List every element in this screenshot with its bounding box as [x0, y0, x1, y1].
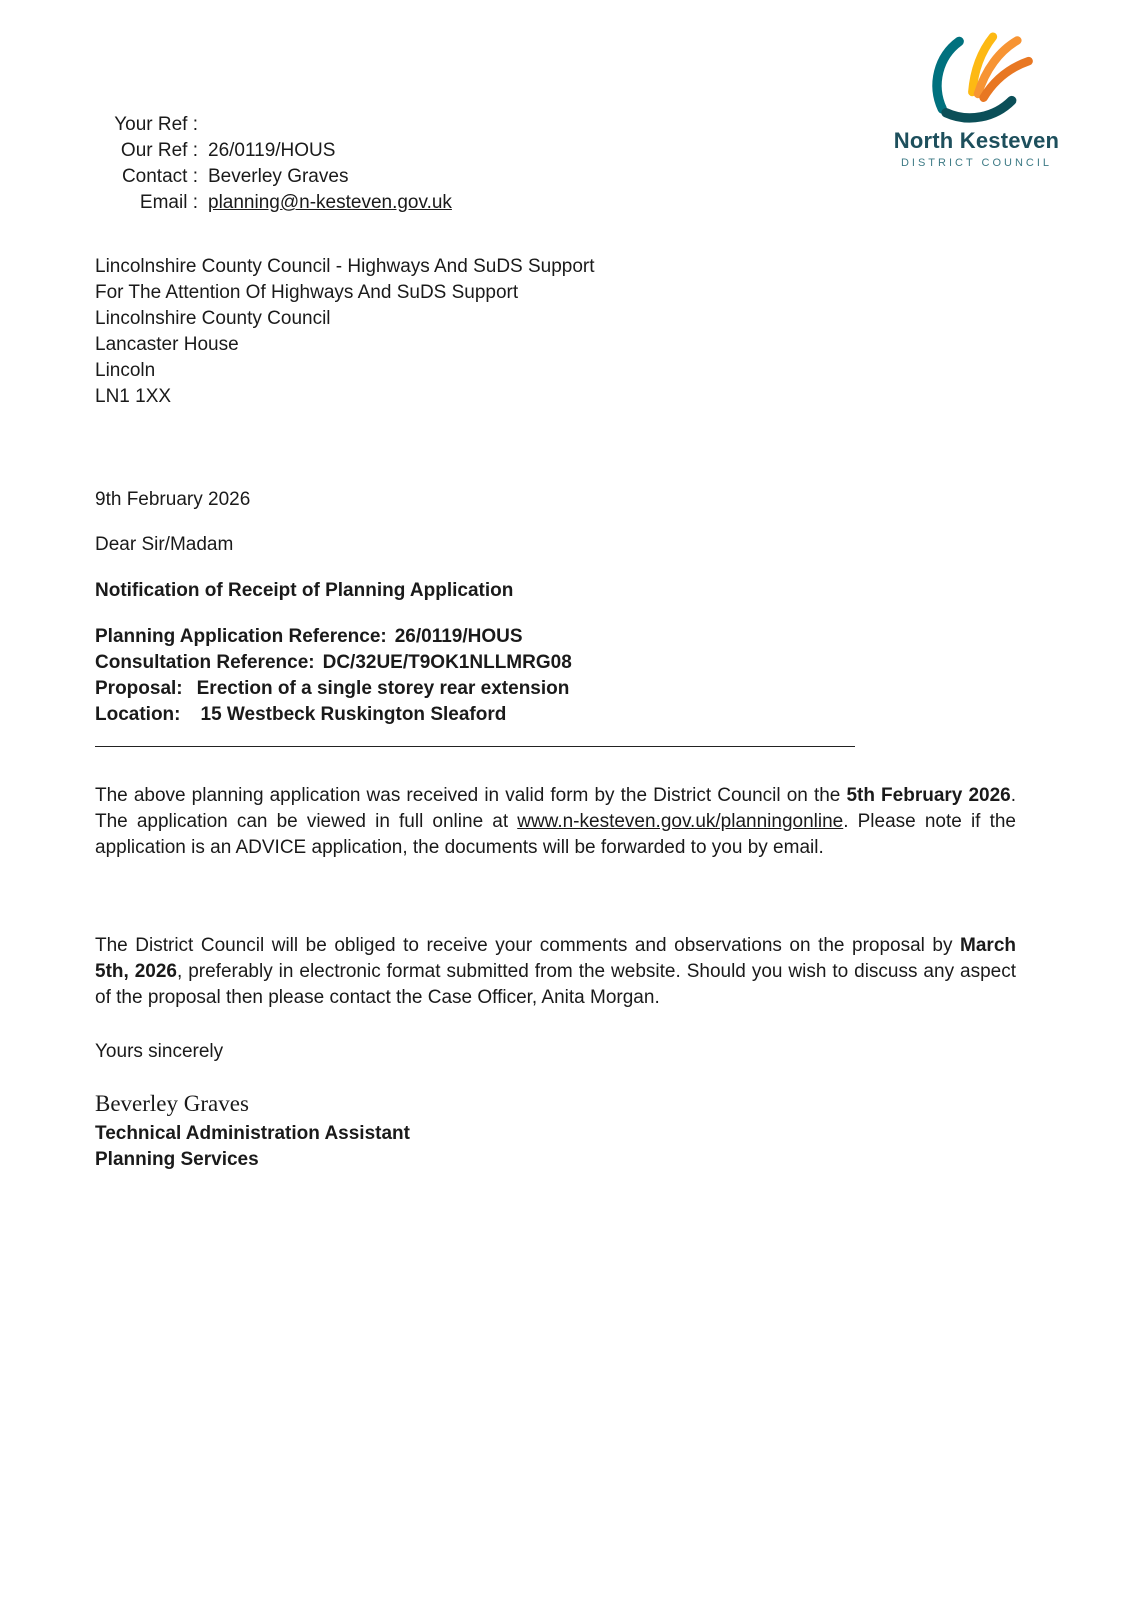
recipient-line: Lincolnshire County Council — [95, 308, 331, 329]
recipient-line: Lancaster House — [95, 334, 239, 355]
detail-label: Proposal: — [95, 678, 183, 699]
p1-date-bold: 5th February 2026 — [846, 785, 1011, 806]
reference-block — [95, 0, 615, 216]
our-ref-value: 26/0119/HOUS — [208, 140, 336, 161]
detail-label: Planning Application Reference: — [95, 626, 387, 647]
detail-row — [95, 650, 1016, 676]
salutation: Dear Sir/Madam — [95, 534, 234, 555]
detail-label: Consultation Reference: — [95, 652, 315, 673]
our-ref-label: Our Ref : — [120, 140, 198, 161]
subject-heading: Notification of Receipt of Planning Application — [95, 580, 514, 601]
section-divider — [95, 746, 855, 747]
logo-title: North Kesteven — [893, 128, 1060, 153]
signature-role: Technical Administration Assistant — [95, 1123, 410, 1144]
contact-label: Contact : — [121, 166, 198, 187]
contact-value: Beverley Graves — [208, 166, 349, 187]
detail-value: 15 Westbeck Ruskington Sleaford — [200, 704, 507, 725]
recipient-line: Lincoln — [95, 360, 156, 381]
closing: Yours sincerely — [95, 1041, 224, 1062]
p2-text: The District Council will be obliged to receive your comments and observations on the proposal by — [95, 935, 961, 956]
your-ref-value — [208, 112, 615, 138]
detail-value: DC/32UE/T9OK1NLLMRG08 — [322, 652, 572, 673]
detail-row — [95, 676, 1016, 702]
detail-label: Location: — [95, 704, 181, 725]
letter-date: 9th February 2026 — [95, 489, 251, 510]
detail-value: Erection of a single storey rear extension — [196, 678, 570, 699]
p1-text: . The application can be viewed in full online at — [95, 785, 1016, 832]
planning-online-link[interactable]: www.n-kesteven.gov.uk/planningonline — [517, 811, 844, 832]
p1-text: . Please note if the application is an ADVICE application, the documents will be forwarded to you by email. — [95, 811, 1016, 858]
paragraph-received — [95, 783, 1016, 861]
email-label: Email : — [139, 192, 198, 213]
signature-department: Planning Services — [95, 1149, 259, 1170]
application-details — [95, 624, 1016, 728]
your-ref-label: Your Ref : — [114, 114, 198, 135]
recipient-line: Lincolnshire County Council - Highways And SuDS Support — [95, 256, 595, 277]
swoosh-logo-icon — [916, 30, 1038, 126]
paragraph-comments — [95, 933, 1016, 1011]
recipient-line: LN1 1XX — [95, 386, 172, 407]
p2-deadline-bold: March 5th, 2026 — [95, 935, 1016, 982]
recipient-line: For The Attention Of Highways And SuDS Support — [95, 282, 519, 303]
p1-text: The above planning application was received in valid form by the District Council on the — [95, 785, 847, 806]
signature-name: Beverley Graves — [95, 1091, 249, 1116]
recipient-address — [95, 254, 1016, 410]
detail-row — [95, 702, 1016, 728]
detail-row — [95, 624, 1016, 650]
detail-value: 26/0119/HOUS — [394, 626, 523, 647]
logo-subtitle: DISTRICT COUNCIL — [900, 157, 1053, 169]
email-link[interactable]: planning@n-kesteven.gov.uk — [208, 192, 452, 213]
p2-text: , preferably in electronic format submitted from the website. Should you wish to discuss any aspect of the proposal then please contact the Case Officer, Anita Morgan. — [95, 961, 1016, 1008]
council-logo — [884, 30, 1069, 169]
